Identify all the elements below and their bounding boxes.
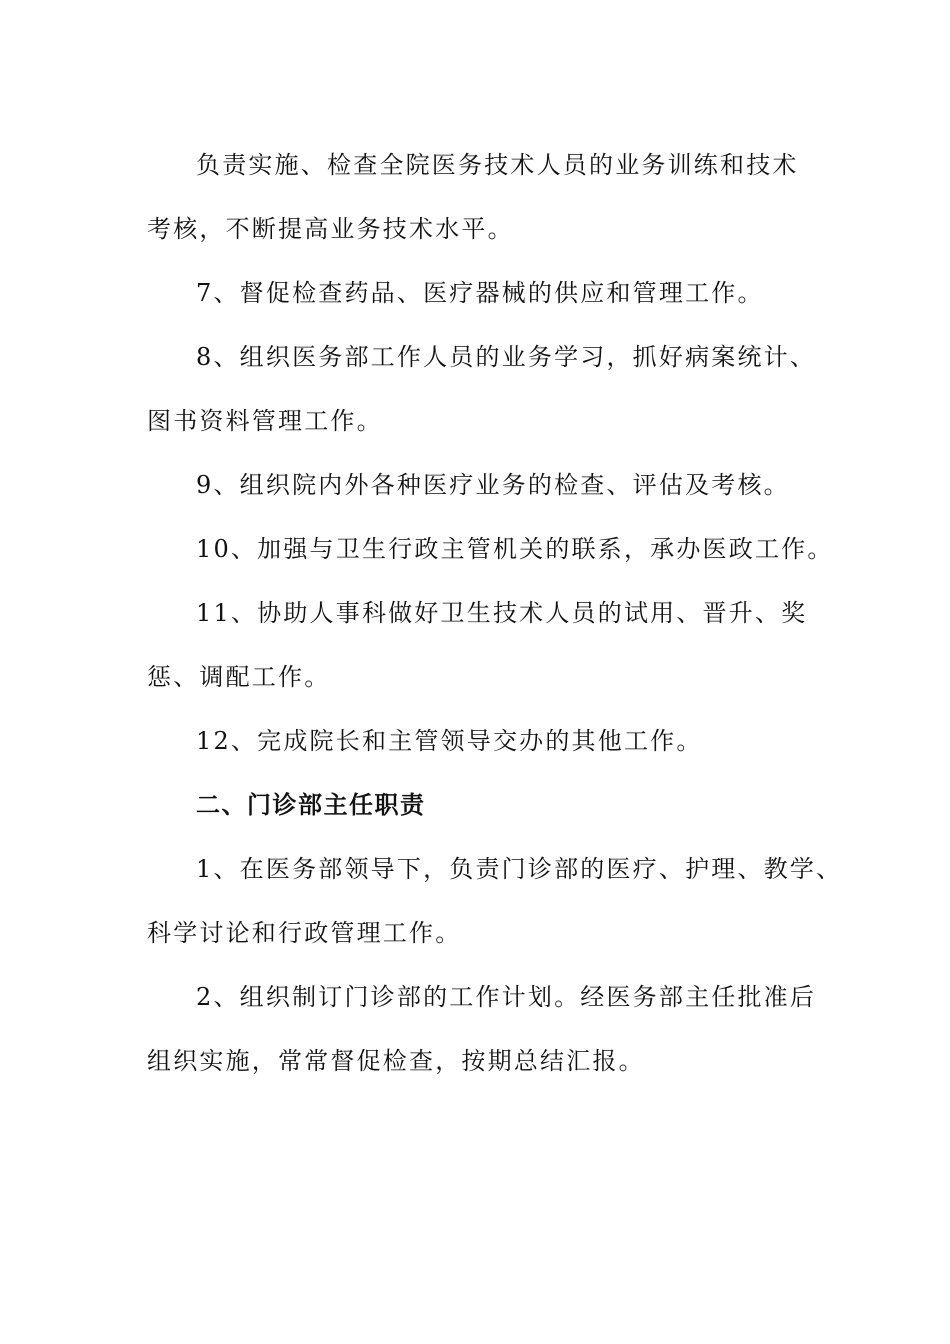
list-item-8: 8、组织医务部工作人员的业务学习，抓好病案统计、	[196, 343, 817, 371]
section-heading: 二、门诊部主任职责	[196, 791, 426, 819]
paragraph-line: 图书资料管理工作。	[147, 407, 383, 435]
list-item-11: 11、协助人事科做好卫生技术人员的试用、晋升、奖	[196, 599, 808, 627]
list-item-1: 1、在医务部领导下，负责门诊部的医疗、护理、教学、	[196, 855, 843, 883]
paragraph-line: 组织实施，常常督促检查，按期总结汇报。	[147, 1047, 645, 1075]
list-item-9: 9、组织院内外各种医疗业务的检查、评估及考核。	[196, 471, 790, 499]
list-item-12: 12、完成院长和主管领导交办的其他工作。	[196, 727, 703, 755]
paragraph-line: 科学讨论和行政管理工作。	[147, 919, 462, 947]
list-item-7: 7、督促检查药品、医疗器械的供应和管理工作。	[196, 279, 764, 307]
paragraph-line: 惩、调配工作。	[147, 663, 331, 691]
paragraph-line: 考核，不断提高业务技术水平。	[147, 215, 514, 243]
list-item-10: 10、加强与卫生行政主管机关的联系，承办医政工作。	[196, 535, 834, 563]
list-item-2: 2、组织制订门诊部的工作计划。经医务部主任批准后	[196, 983, 817, 1011]
paragraph-line: 负责实施、检查全院医务技术人员的业务训练和技术	[196, 151, 799, 179]
